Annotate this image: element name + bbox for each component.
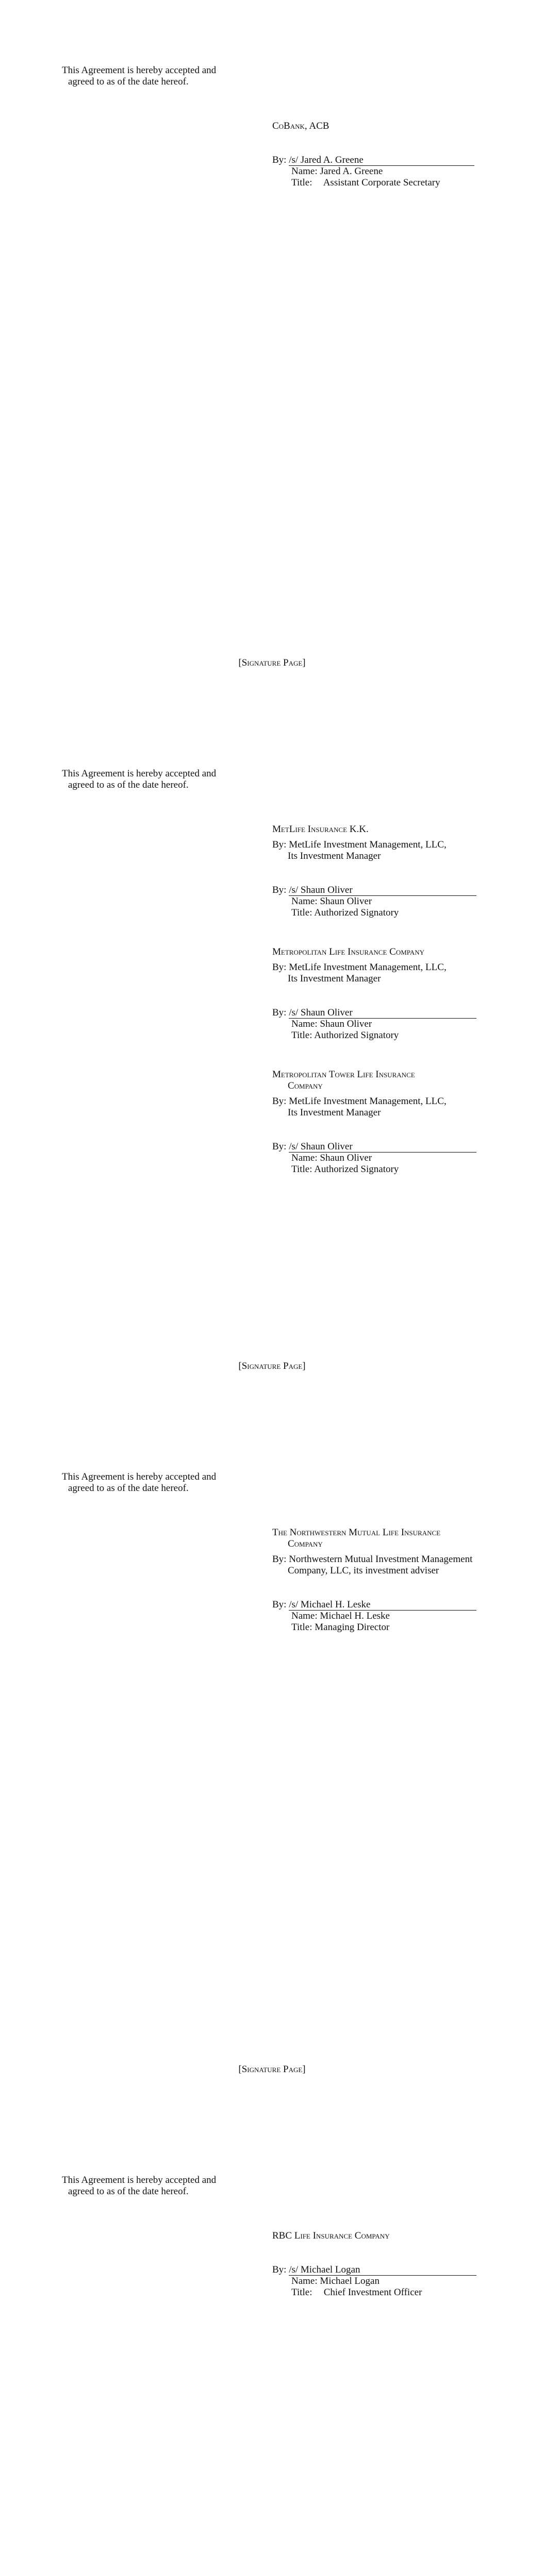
entity-name-line-2: Company — [288, 1538, 323, 1549]
name-value: Michael H. Leske — [320, 1611, 390, 1621]
by-line-2: Its Investment Manager — [288, 851, 381, 861]
title-label: Title: — [291, 1164, 312, 1175]
title-value: Authorized Signatory — [314, 1030, 399, 1041]
by-line-2: Company, LLC, its investment adviser — [288, 1565, 439, 1576]
name-value: Michael Logan — [320, 2276, 380, 2286]
signature-block — [272, 1599, 515, 1633]
name-value: Shaun Oliver — [320, 1153, 372, 1163]
sig-by-label: By: — [272, 155, 287, 165]
name-label: Name: — [291, 166, 318, 177]
title-row — [272, 1164, 515, 1175]
acceptance-text — [62, 65, 237, 88]
signature-value: /s/ Shaun Oliver — [289, 1141, 353, 1152]
name-row — [272, 2276, 515, 2287]
by-line — [272, 1554, 515, 1577]
title-value: Authorized Signatory — [314, 907, 399, 918]
signature-value: /s/ Jared A. Greene — [289, 155, 364, 165]
by-line-1: MetLife Investment Management, LLC, — [289, 839, 447, 850]
name-value: Shaun Oliver — [320, 1019, 372, 1029]
by-line — [272, 962, 515, 985]
name-label: Name: — [291, 1611, 318, 1621]
signature-column — [272, 824, 515, 1175]
by-label: By: — [272, 962, 287, 973]
signatory-block-northwestern-mutual — [272, 1527, 515, 1633]
signature-line — [289, 1008, 476, 1019]
signatory-block-metropolitan-life — [272, 946, 515, 1041]
name-value: Shaun Oliver — [320, 896, 372, 907]
title-label: Title: — [291, 907, 312, 918]
signature-line — [289, 2265, 476, 2276]
by-label: By: — [272, 839, 287, 850]
by-line — [272, 1096, 515, 1118]
entity-name: RBC Life Insurance Company — [272, 2230, 390, 2241]
entity-name: CoBank, ACB — [272, 121, 329, 131]
name-row — [272, 896, 515, 907]
name-row — [272, 1153, 515, 1164]
signature-block — [272, 1007, 515, 1041]
title-label: Title: — [291, 1622, 312, 1633]
title-value: Chief Investment Officer — [323, 2287, 422, 2298]
page-footer: [Signature Page] — [238, 2064, 306, 2075]
entity-name: Metropolitan Life Insurance Company — [272, 946, 424, 957]
entity-name-line-2: Company — [288, 1080, 323, 1091]
by-line-1: MetLife Investment Management, LLC, — [289, 962, 447, 973]
signatory-entity — [272, 121, 515, 132]
name-row — [272, 1019, 515, 1030]
title-value: Assistant Corporate Secretary — [323, 177, 440, 188]
signature-value: /s/ Shaun Oliver — [289, 1007, 353, 1018]
signature-block — [272, 155, 515, 189]
by-line — [272, 839, 515, 862]
name-label: Name: — [291, 896, 318, 907]
signature-page-2 — [0, 703, 544, 1406]
title-value: Authorized Signatory — [314, 1164, 399, 1175]
signature-page-4 — [0, 2110, 544, 2576]
title-label: Title: — [291, 1030, 312, 1041]
title-value: Managing Director — [315, 1622, 390, 1633]
acceptance-text — [62, 2175, 237, 2197]
name-row — [272, 166, 515, 177]
entity-name: MetLife Insurance K.K. — [272, 824, 369, 835]
acceptance-line-2: agreed to as of the date hereof. — [68, 1483, 189, 1494]
signatory-block-metropolitan-tower — [272, 1069, 515, 1175]
by-line-1: MetLife Investment Management, LLC, — [289, 1096, 447, 1107]
signature-column — [272, 121, 515, 189]
acceptance-line-2: agreed to as of the date hereof. — [68, 2186, 189, 2197]
signature-column — [272, 1527, 515, 1633]
signature-page-3 — [0, 1406, 544, 2110]
signature-line — [289, 885, 476, 896]
signature-line — [289, 155, 474, 166]
signature-block — [272, 2264, 515, 2298]
title-row — [272, 1030, 515, 1041]
signature-value: /s/ Michael Logan — [289, 2264, 360, 2275]
signature-block — [272, 885, 515, 919]
title-row — [272, 2287, 515, 2298]
by-label: By: — [272, 1554, 287, 1565]
title-label: Title: — [291, 177, 312, 188]
sig-by-label: By: — [272, 1007, 287, 1018]
entity-name-line-1: The Northwestern Mutual Life Insurance — [272, 1527, 441, 1538]
signature-line — [289, 1142, 476, 1153]
signature-value: /s/ Michael H. Leske — [289, 1599, 371, 1610]
acceptance-line-1: This Agreement is hereby accepted and — [62, 2175, 217, 2185]
acceptance-line-2: agreed to as of the date hereof. — [68, 76, 189, 87]
by-line-2: Its Investment Manager — [288, 973, 381, 984]
acceptance-line-2: agreed to as of the date hereof. — [68, 779, 189, 790]
title-label: Title: — [291, 2287, 312, 2298]
signature-line — [289, 1600, 476, 1611]
title-row — [272, 1622, 515, 1633]
signature-value: /s/ Shaun Oliver — [289, 885, 353, 895]
acceptance-text — [62, 768, 237, 791]
signature-page-1 — [0, 0, 544, 703]
page-footer: [Signature Page] — [238, 1361, 306, 1371]
sig-by-label: By: — [272, 1141, 287, 1152]
entity-name-line-1: Metropolitan Tower Life Insurance — [272, 1069, 415, 1080]
signatory-block-metlife-kk — [272, 824, 515, 919]
signature-block — [272, 1141, 515, 1175]
sig-by-label: By: — [272, 885, 287, 895]
by-line-1: Northwestern Mutual Investment Management — [289, 1554, 473, 1565]
page-footer: [Signature Page] — [238, 657, 306, 668]
name-value: Jared A. Greene — [320, 166, 383, 177]
by-label: By: — [272, 1096, 287, 1107]
title-row — [272, 177, 515, 189]
acceptance-line-1: This Agreement is hereby accepted and — [62, 1471, 217, 1482]
signatory-block-rbc-life — [272, 2230, 515, 2298]
title-row — [272, 907, 515, 919]
entity-name — [272, 1069, 515, 1092]
name-label: Name: — [291, 2276, 318, 2286]
acceptance-text — [62, 1471, 237, 1494]
name-row — [272, 1611, 515, 1622]
name-label: Name: — [291, 1153, 318, 1163]
acceptance-line-1: This Agreement is hereby accepted and — [62, 768, 217, 779]
acceptance-line-1: This Agreement is hereby accepted and — [62, 65, 217, 76]
sig-by-label: By: — [272, 1599, 287, 1610]
entity-name — [272, 1527, 515, 1550]
by-line-2: Its Investment Manager — [288, 1107, 381, 1118]
name-label: Name: — [291, 1019, 318, 1029]
signature-column — [272, 2230, 515, 2298]
sig-by-label: By: — [272, 2264, 287, 2275]
